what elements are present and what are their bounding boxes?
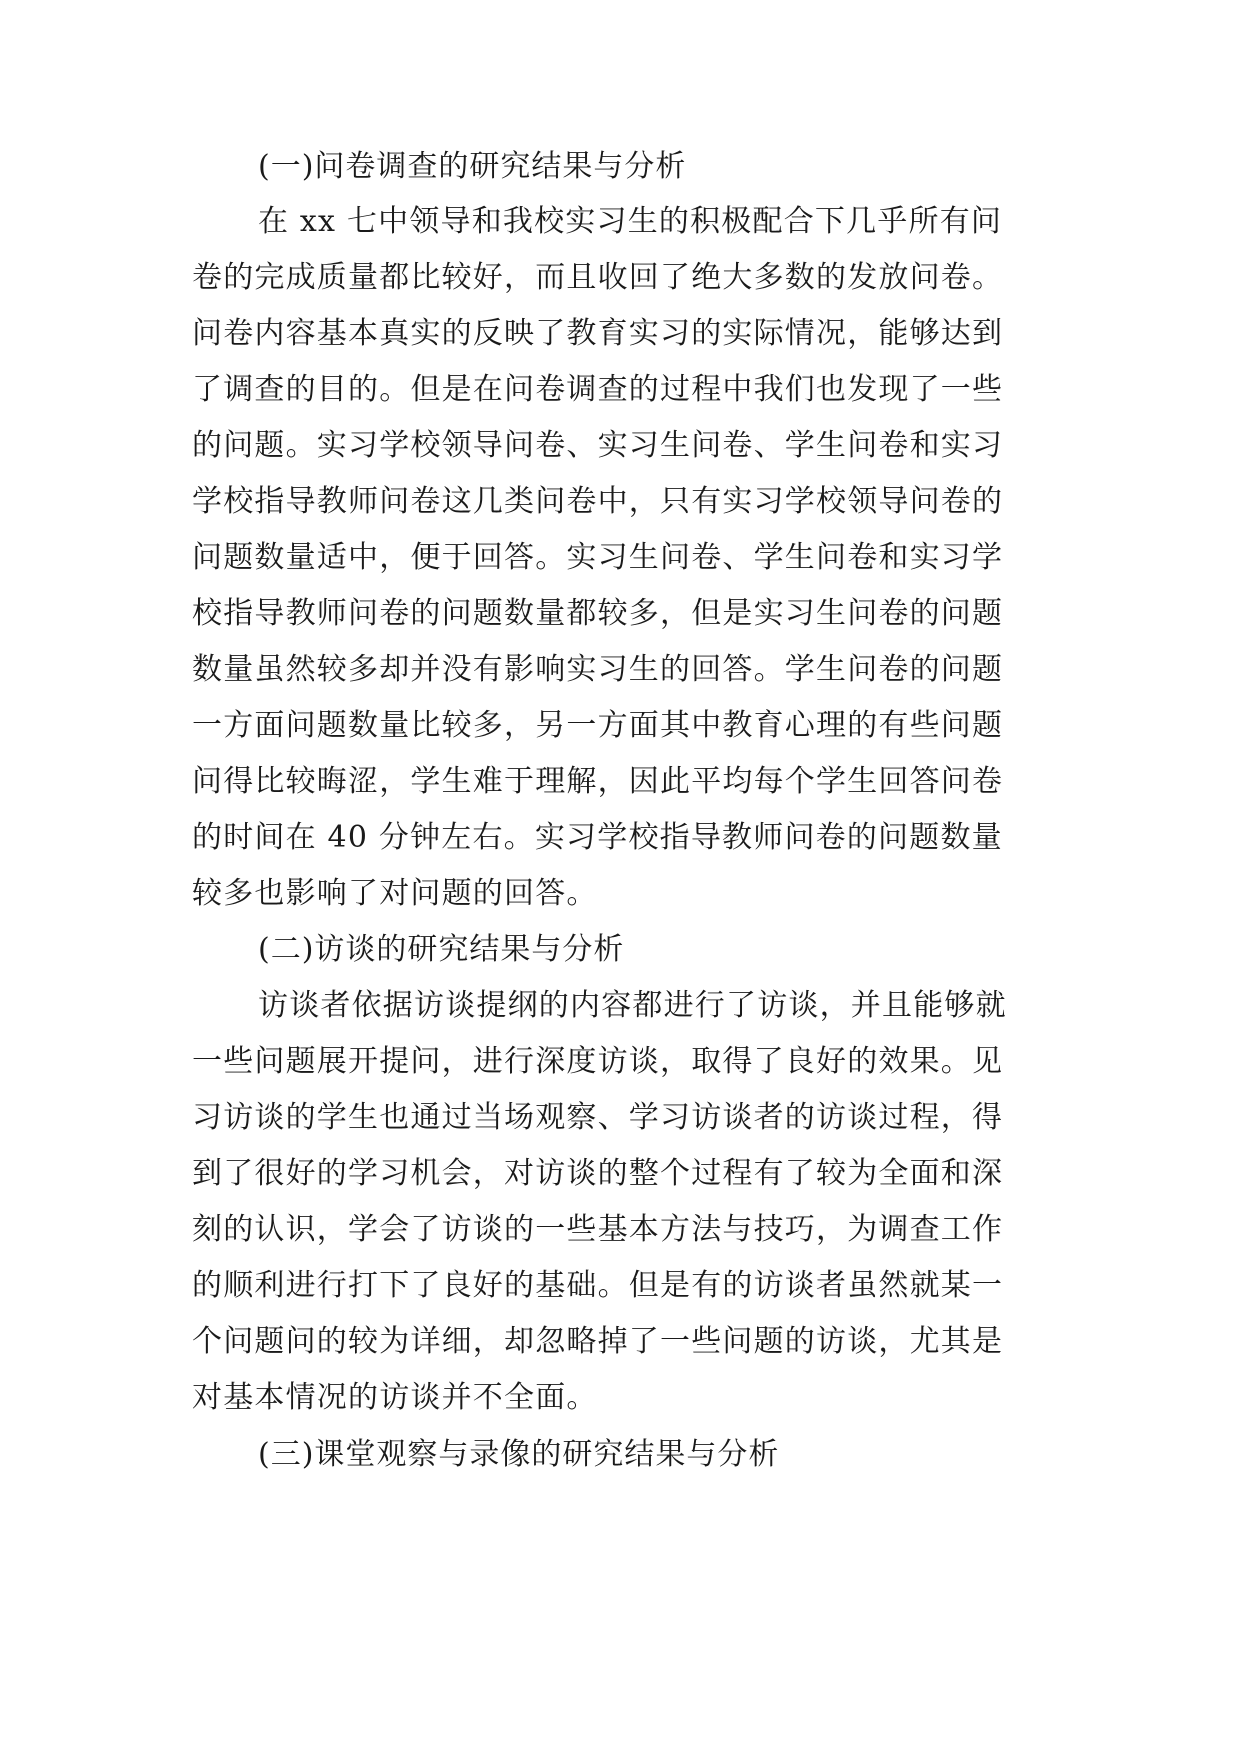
paragraph-2-line-1: 访谈者依据访谈提纲的内容都进行了访谈，并且能够就 xyxy=(258,988,1007,1023)
paragraph-1-line-7: 问题数量适中，便于回答。实习生问卷、学生问卷和实习学 xyxy=(192,540,1004,575)
paragraph-1-line-6: 学校指导教师问卷这几类问卷中，只有实习学校领导问卷的 xyxy=(192,484,1004,519)
section-heading-2: (二)访谈的研究结果与分析 xyxy=(258,932,625,967)
paragraph-2-line-4: 到了很好的学习机会，对访谈的整个过程有了较为全面和深 xyxy=(192,1156,1004,1191)
paragraph-1-line-10: 一方面问题数量比较多，另一方面其中教育心理的有些问题 xyxy=(192,708,1004,743)
paragraph-2-line-7: 个问题问的较为详细，却忽略掉了一些问题的访谈，尤其是 xyxy=(192,1324,1004,1359)
paragraph-2-line-8: 对基本情况的访谈并不全面。 xyxy=(192,1380,598,1415)
paragraph-2-line-6: 的顺利进行打下了良好的基础。但是有的访谈者虽然就某一 xyxy=(192,1268,1004,1303)
paragraph-1-line-4: 了调查的目的。但是在问卷调查的过程中我们也发现了一些 xyxy=(192,372,1004,407)
paragraph-2-line-3: 习访谈的学生也通过当场观察、学习访谈者的访谈过程，得 xyxy=(192,1100,1004,1135)
paragraph-1-line-2: 卷的完成质量都比较好，而且收回了绝大多数的发放问卷。 xyxy=(192,260,1004,295)
paragraph-1-line-13: 较多也影响了对问题的回答。 xyxy=(192,876,598,911)
paragraph-1-line-5: 的问题。实习学校领导问卷、实习生问卷、学生问卷和实习 xyxy=(192,428,1004,463)
section-heading-1: (一)问卷调查的研究结果与分析 xyxy=(258,149,687,184)
paragraph-1-line-9: 数量虽然较多却并没有影响实习生的回答。学生问卷的问题 xyxy=(192,652,1004,687)
paragraph-2-line-2: 一些问题展开提问，进行深度访谈，取得了良好的效果。见 xyxy=(192,1044,1004,1079)
paragraph-1-line-1: 在 xx 七中领导和我校实习生的积极配合下几乎所有问 xyxy=(258,204,1003,239)
paragraph-1-line-12: 的时间在 40 分钟左右。实习学校指导教师问卷的问题数量 xyxy=(192,820,1003,855)
paragraph-1-line-11: 问得比较晦涩，学生难于理解，因此平均每个学生回答问卷 xyxy=(192,764,1004,799)
section-heading-3: (三)课堂观察与录像的研究结果与分析 xyxy=(258,1437,780,1472)
paragraph-1-line-8: 校指导教师问卷的问题数量都较多，但是实习生问卷的问题 xyxy=(192,596,1004,631)
paragraph-1-line-3: 问卷内容基本真实的反映了教育实习的实际情况，能够达到 xyxy=(192,316,1004,351)
paragraph-2-line-5: 刻的认识，学会了访谈的一些基本方法与技巧，为调查工作 xyxy=(192,1212,1004,1247)
